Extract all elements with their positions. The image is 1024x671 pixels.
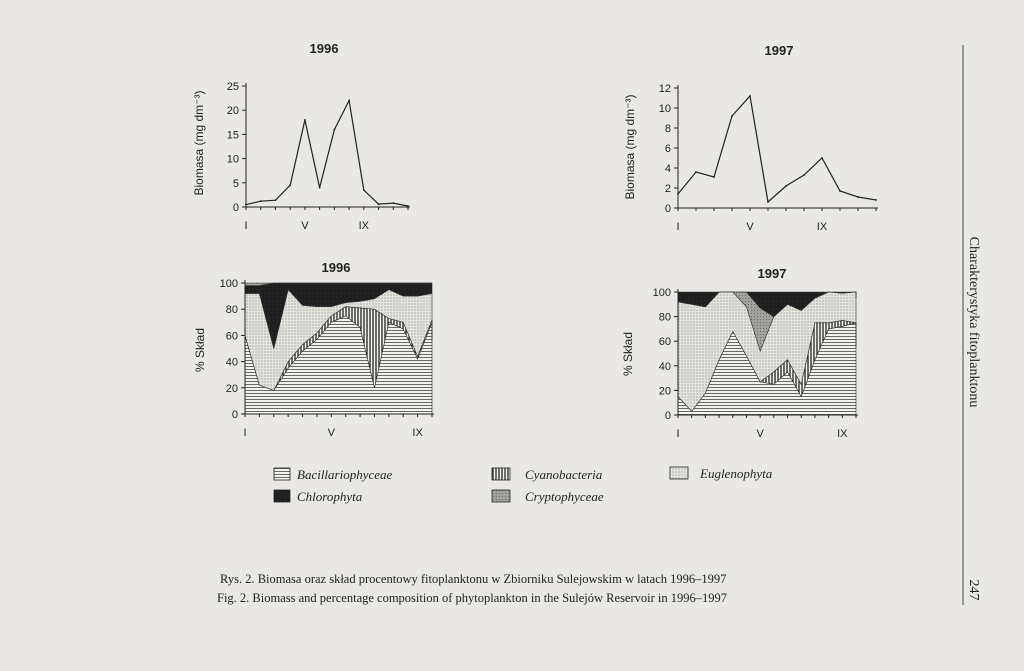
page-number: 247 (966, 579, 981, 601)
x-tick-label: I (244, 220, 248, 232)
data-point (348, 100, 350, 102)
legend-label: Euglenophyta (700, 466, 773, 481)
biomass-1996-chart (192, 41, 410, 232)
x-tick-label: I (243, 427, 247, 439)
legend-label: Bacillariophyceae (297, 467, 393, 482)
y-tick-label: 100 (652, 287, 671, 299)
x-tick-label: I (676, 221, 680, 233)
legend-item-chlorophyta (274, 489, 363, 504)
y-tick-label: 0 (232, 202, 239, 214)
biomass-line (246, 101, 408, 207)
legend-label: Cyanobacteria (525, 467, 603, 482)
y-tick-label: 4 (664, 163, 671, 175)
x-tick-label: V (756, 428, 764, 440)
caption-english: Fig. 2. Biomass and percentage composition of phytoplankton in the Sulejów Reservoir in 1996–1997 (217, 591, 728, 605)
y-tick-label: 15 (226, 129, 239, 142)
y-axis-label: % Skład (193, 327, 207, 373)
chart-title: 1996 (321, 260, 351, 275)
y-tick-label: 60 (658, 336, 671, 349)
x-tick-label: IX (358, 220, 370, 232)
data-point (839, 190, 841, 192)
legend-item-cyanobacteria (492, 467, 603, 482)
y-tick-label: 60 (225, 330, 238, 343)
y-tick-label: 80 (225, 304, 238, 317)
data-point (803, 174, 805, 176)
y-tick-label: 2 (664, 183, 671, 195)
x-tick-label: IX (412, 427, 423, 439)
data-point (731, 115, 733, 117)
y-tick-label: 12 (658, 83, 671, 95)
y-tick-label: 8 (664, 123, 671, 135)
y-tick-label: 100 (219, 278, 238, 290)
data-point (275, 199, 277, 201)
data-point (319, 187, 321, 189)
y-axis-label: Biomasa (mg dm⁻³) (623, 94, 637, 200)
x-tick-label: V (746, 221, 754, 233)
data-point (749, 95, 751, 97)
data-point (363, 189, 365, 191)
legend-swatch (670, 467, 688, 479)
chart-title: 1997 (757, 266, 787, 281)
chart-title: 1997 (764, 43, 794, 58)
caption-polish: Rys. 2. Biomasa oraz skład procentowy fitoplanktonu w Zbiorniku Sulejowskim w latach 1996–1997 (220, 572, 727, 586)
legend (274, 466, 773, 504)
y-tick-label: 20 (225, 382, 238, 395)
legend-swatch (492, 490, 510, 502)
composition-1996-chart (193, 260, 434, 439)
data-point (260, 200, 262, 202)
data-point (695, 171, 697, 173)
data-point (289, 184, 291, 186)
chart-title: 1996 (309, 41, 339, 56)
y-tick-label: 0 (231, 409, 238, 421)
x-tick-label: IX (837, 428, 848, 440)
y-tick-label: 20 (226, 105, 239, 118)
data-point (785, 185, 787, 187)
data-point (378, 203, 380, 205)
y-tick-label: 0 (664, 410, 671, 422)
legend-label: Chlorophyta (297, 489, 363, 504)
x-tick-label: V (301, 220, 309, 232)
y-tick-label: 25 (226, 81, 239, 93)
legend-swatch (492, 468, 510, 480)
y-axis-label: Biomasa (mg dm⁻³) (192, 90, 206, 196)
legend-swatch (274, 490, 290, 502)
y-tick-label: 40 (225, 356, 238, 369)
y-tick-label: 5 (232, 177, 239, 190)
data-point (333, 129, 335, 131)
data-point (304, 119, 306, 121)
y-tick-label: 6 (664, 143, 671, 155)
x-tick-label: IX (816, 221, 828, 233)
legend-item-cryptophyceae (492, 489, 604, 504)
y-tick-label: 40 (658, 360, 671, 373)
data-point (713, 176, 715, 178)
data-point (821, 157, 823, 159)
legend-item-bacillariophyceae (274, 467, 393, 482)
y-tick-label: 10 (658, 103, 671, 115)
biomass-line (678, 96, 876, 202)
data-point (767, 201, 769, 203)
y-tick-label: 0 (664, 203, 671, 215)
legend-item-euglenophyta (670, 466, 773, 481)
y-tick-label: 80 (658, 311, 671, 324)
y-tick-label: 10 (226, 153, 239, 166)
data-point (857, 196, 859, 198)
x-tick-label: V (327, 427, 335, 439)
data-point (875, 199, 877, 201)
y-axis-label: % Skład (621, 331, 635, 377)
composition-1997-chart (621, 266, 858, 440)
x-tick-label: I (676, 428, 680, 440)
running-head: Charakterystyka fitoplanktonu (966, 236, 981, 408)
legend-label: Cryptophyceae (525, 489, 604, 504)
y-tick-label: 20 (658, 385, 671, 398)
legend-swatch (274, 468, 290, 480)
data-point (392, 202, 394, 204)
biomass-1997-chart (623, 43, 878, 233)
